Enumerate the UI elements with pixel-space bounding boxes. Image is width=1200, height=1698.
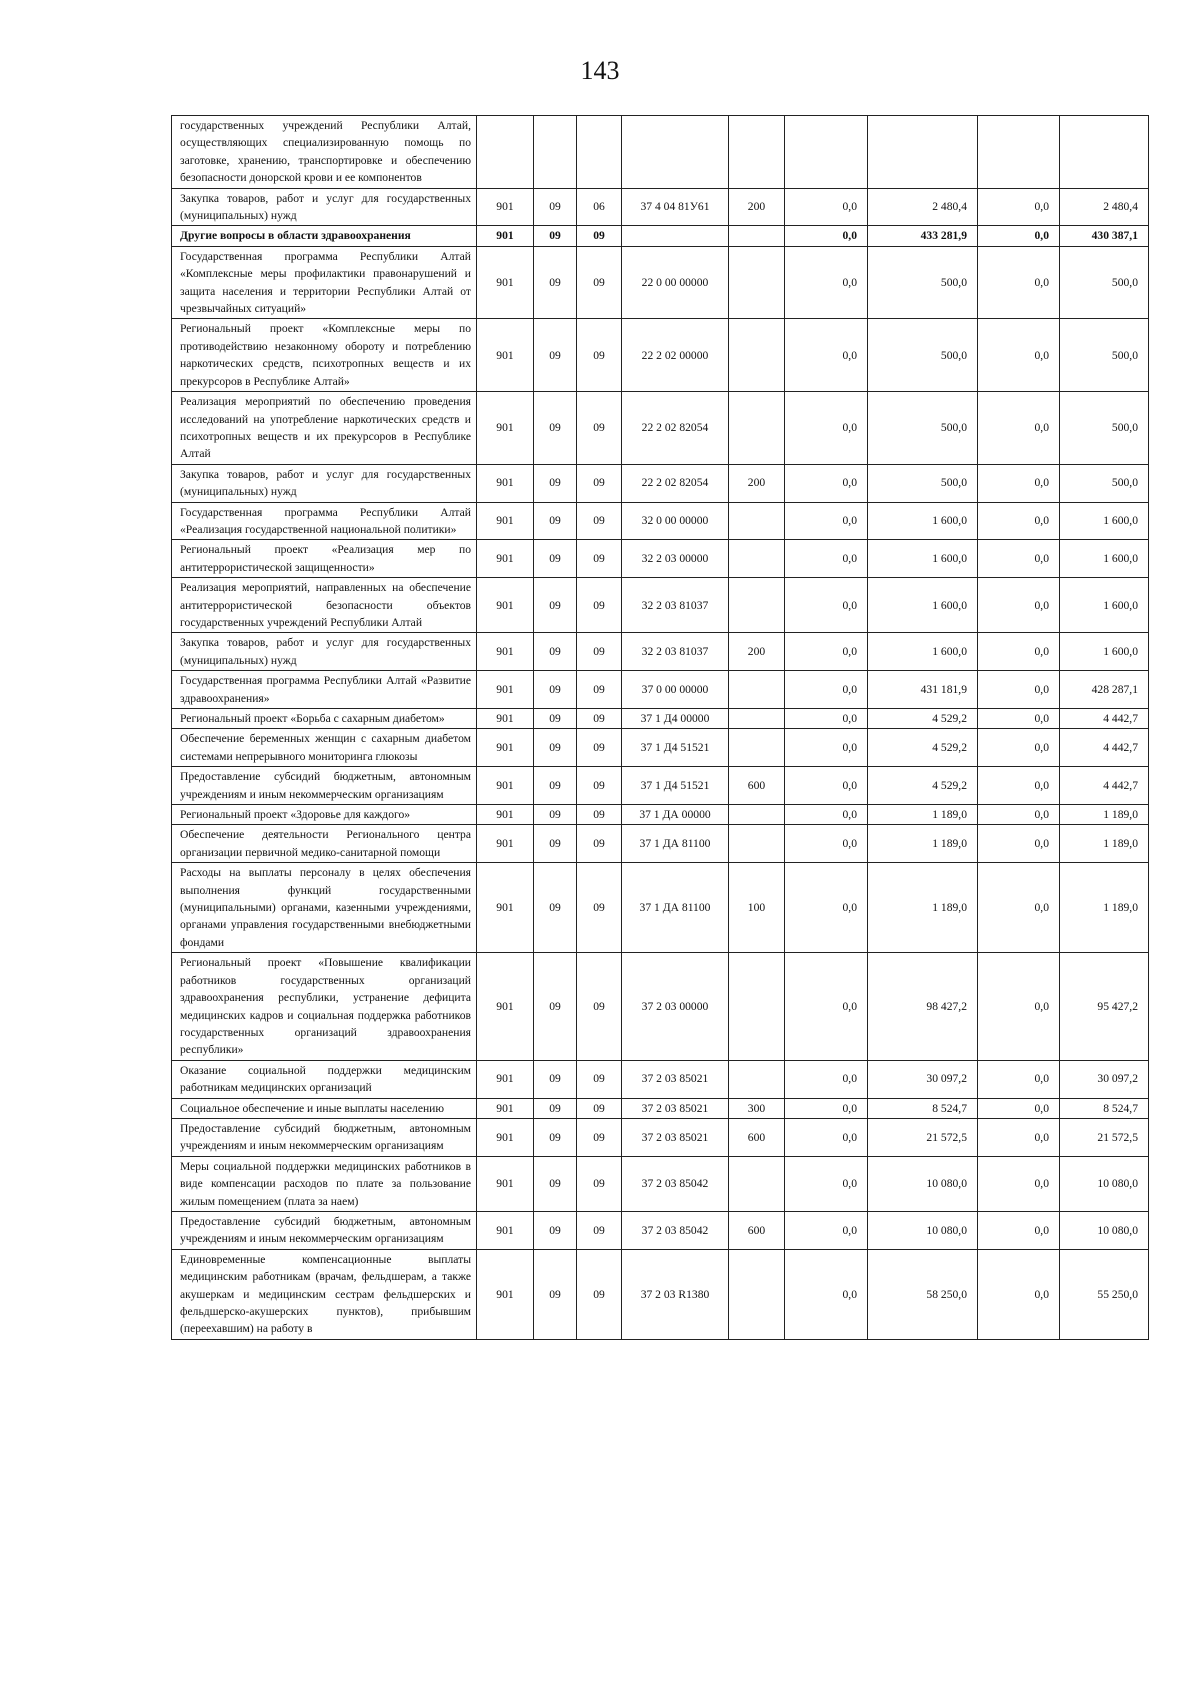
table-body	[172, 116, 1149, 1340]
section-code: 09	[534, 392, 577, 465]
amount-col-1: 0,0	[785, 319, 868, 392]
amount-col-1: 0,0	[785, 1098, 868, 1118]
amount-col-3: 0,0	[978, 953, 1060, 1060]
target-article-code: 37 2 03 85021	[622, 1118, 729, 1156]
amount-col-4: 4 442,7	[1060, 767, 1149, 805]
ministry-code: 901	[477, 767, 534, 805]
row-description: Предоставление субсидий бюджетным, автономным учреждениям и иным некоммерческим организациям	[172, 1118, 477, 1156]
amount-col-4: 428 287,1	[1060, 671, 1149, 709]
amount-col-2: 1 600,0	[868, 633, 978, 671]
section-code: 09	[534, 1098, 577, 1118]
subsection-code: 09	[577, 1060, 622, 1098]
section-code: 09	[534, 540, 577, 578]
row-description: Региональный проект «Повышение квалификации работников государственных организаций здравоохранения республики, устранение дефицита медицинских кадров и социальная поддержка работников государственных организаций здравоохранения республики»	[172, 953, 477, 1060]
amount-col-1	[785, 116, 868, 189]
amount-col-3: 0,0	[978, 246, 1060, 319]
amount-col-2: 4 529,2	[868, 729, 978, 767]
section-code: 09	[534, 633, 577, 671]
expense-type-code	[729, 246, 785, 319]
expense-type-code	[729, 671, 785, 709]
target-article-code: 32 2 03 81037	[622, 633, 729, 671]
target-article-code: 37 1 Д4 00000	[622, 709, 729, 729]
ministry-code: 901	[477, 392, 534, 465]
amount-col-1: 0,0	[785, 226, 868, 246]
expense-type-code	[729, 116, 785, 189]
ministry-code	[477, 116, 534, 189]
amount-col-4: 500,0	[1060, 319, 1149, 392]
section-code: 09	[534, 863, 577, 953]
expense-type-code	[729, 1060, 785, 1098]
table-row	[172, 1156, 1149, 1211]
amount-col-2: 4 529,2	[868, 709, 978, 729]
subsection-code: 09	[577, 825, 622, 863]
amount-col-4: 430 387,1	[1060, 226, 1149, 246]
target-article-code: 22 0 00 00000	[622, 246, 729, 319]
row-description: Государственная программа Республики Алтай «Комплексные меры профилактики правонарушений и защита населения и территории Республики Алтай от чрезвычайных ситуаций»	[172, 246, 477, 319]
amount-col-3: 0,0	[978, 825, 1060, 863]
row-description: Обеспечение беременных женщин с сахарным диабетом системами непрерывного мониторинга глюкозы	[172, 729, 477, 767]
expense-type-code	[729, 729, 785, 767]
amount-col-4: 1 600,0	[1060, 578, 1149, 633]
amount-col-2: 500,0	[868, 392, 978, 465]
amount-col-2: 2 480,4	[868, 188, 978, 226]
expense-type-code: 200	[729, 633, 785, 671]
amount-col-1: 0,0	[785, 633, 868, 671]
amount-col-3: 0,0	[978, 1249, 1060, 1339]
subsection-code: 09	[577, 464, 622, 502]
expense-type-code	[729, 226, 785, 246]
table-row	[172, 1249, 1149, 1339]
subsection-code: 09	[577, 246, 622, 319]
amount-col-3: 0,0	[978, 1060, 1060, 1098]
amount-col-3: 0,0	[978, 392, 1060, 465]
ministry-code: 901	[477, 464, 534, 502]
amount-col-4: 4 442,7	[1060, 729, 1149, 767]
expense-type-code	[729, 540, 785, 578]
table-row	[172, 246, 1149, 319]
subsection-code: 09	[577, 1211, 622, 1249]
amount-col-2: 1 600,0	[868, 578, 978, 633]
amount-col-2	[868, 116, 978, 189]
row-description: Оказание социальной поддержки медицинским работникам медицинских организаций	[172, 1060, 477, 1098]
row-description: Реализация мероприятий по обеспечению проведения исследований на употребление наркотических средств и психотропных веществ и их прекурсоров в Республике Алтай	[172, 392, 477, 465]
target-article-code: 37 2 03 85042	[622, 1211, 729, 1249]
subsection-code: 09	[577, 1098, 622, 1118]
section-code: 09	[534, 709, 577, 729]
amount-col-1: 0,0	[785, 540, 868, 578]
amount-col-4: 1 189,0	[1060, 825, 1149, 863]
amount-col-1: 0,0	[785, 1249, 868, 1339]
subsection-code: 09	[577, 578, 622, 633]
budget-table	[171, 115, 1149, 1340]
amount-col-3	[978, 116, 1060, 189]
amount-col-1: 0,0	[785, 188, 868, 226]
target-article-code: 37 0 00 00000	[622, 671, 729, 709]
row-description: Региональный проект «Борьба с сахарным диабетом»	[172, 709, 477, 729]
target-article-code	[622, 116, 729, 189]
expense-type-code	[729, 953, 785, 1060]
amount-col-3: 0,0	[978, 1118, 1060, 1156]
row-description: Региональный проект «Комплексные меры по противодействию незаконному обороту и потреблению наркотических средств, психотропных веществ и их прекурсоров в Республике Алтай»	[172, 319, 477, 392]
amount-col-1: 0,0	[785, 1211, 868, 1249]
table-row	[172, 116, 1149, 189]
amount-col-3: 0,0	[978, 863, 1060, 953]
target-article-code: 32 2 03 81037	[622, 578, 729, 633]
row-description: Государственная программа Республики Алтай «Развитие здравоохранения»	[172, 671, 477, 709]
target-article-code: 32 2 03 00000	[622, 540, 729, 578]
subsection-code: 09	[577, 1118, 622, 1156]
row-description: Закупка товаров, работ и услуг для государственных (муниципальных) нужд	[172, 188, 477, 226]
table-row	[172, 578, 1149, 633]
row-description: Другие вопросы в области здравоохранения	[172, 226, 477, 246]
target-article-code: 37 1 ДА 81100	[622, 863, 729, 953]
ministry-code: 901	[477, 1156, 534, 1211]
table-row	[172, 709, 1149, 729]
subsection-code: 09	[577, 633, 622, 671]
row-description: Закупка товаров, работ и услуг для государственных (муниципальных) нужд	[172, 464, 477, 502]
ministry-code: 901	[477, 502, 534, 540]
amount-col-4: 500,0	[1060, 392, 1149, 465]
amount-col-4: 1 600,0	[1060, 502, 1149, 540]
expense-type-code: 600	[729, 1211, 785, 1249]
amount-col-1: 0,0	[785, 709, 868, 729]
expense-type-code	[729, 319, 785, 392]
amount-col-3: 0,0	[978, 709, 1060, 729]
section-code: 09	[534, 464, 577, 502]
amount-col-3: 0,0	[978, 319, 1060, 392]
amount-col-4: 1 600,0	[1060, 633, 1149, 671]
section-code: 09	[534, 767, 577, 805]
amount-col-3: 0,0	[978, 729, 1060, 767]
expense-type-code: 100	[729, 863, 785, 953]
amount-col-1: 0,0	[785, 1156, 868, 1211]
row-description: Реализация мероприятий, направленных на обеспечение антитеррористической безопасности объектов государственных учреждений Республики Алтай	[172, 578, 477, 633]
table-row	[172, 464, 1149, 502]
section-code: 09	[534, 729, 577, 767]
ministry-code: 901	[477, 1211, 534, 1249]
amount-col-2: 1 189,0	[868, 825, 978, 863]
expense-type-code: 300	[729, 1098, 785, 1118]
amount-col-2: 58 250,0	[868, 1249, 978, 1339]
expense-type-code	[729, 578, 785, 633]
ministry-code: 901	[477, 709, 534, 729]
amount-col-2: 10 080,0	[868, 1156, 978, 1211]
target-article-code: 37 2 03 R1380	[622, 1249, 729, 1339]
amount-col-1: 0,0	[785, 825, 868, 863]
amount-col-2: 21 572,5	[868, 1118, 978, 1156]
amount-col-4: 500,0	[1060, 464, 1149, 502]
table-row	[172, 633, 1149, 671]
section-code: 09	[534, 1249, 577, 1339]
page-number: 143	[580, 56, 620, 85]
section-code: 09	[534, 188, 577, 226]
expense-type-code	[729, 502, 785, 540]
ministry-code: 901	[477, 863, 534, 953]
amount-col-2: 1 189,0	[868, 863, 978, 953]
amount-col-4: 2 480,4	[1060, 188, 1149, 226]
expense-type-code: 200	[729, 464, 785, 502]
amount-col-2: 500,0	[868, 246, 978, 319]
table-row	[172, 825, 1149, 863]
table-row	[172, 767, 1149, 805]
amount-col-2: 10 080,0	[868, 1211, 978, 1249]
subsection-code: 09	[577, 863, 622, 953]
subsection-code: 09	[577, 392, 622, 465]
expense-type-code	[729, 805, 785, 825]
amount-col-1: 0,0	[785, 578, 868, 633]
amount-col-1: 0,0	[785, 805, 868, 825]
ministry-code: 901	[477, 805, 534, 825]
ministry-code: 901	[477, 1118, 534, 1156]
subsection-code: 09	[577, 729, 622, 767]
amount-col-2: 500,0	[868, 464, 978, 502]
subsection-code: 09	[577, 502, 622, 540]
subsection-code: 09	[577, 953, 622, 1060]
row-description: Региональный проект «Реализация мер по антитеррористической защищенности»	[172, 540, 477, 578]
row-description: Обеспечение деятельности Регионального центра организации первичной медико-санитарной помощи	[172, 825, 477, 863]
amount-col-4: 4 442,7	[1060, 709, 1149, 729]
ministry-code: 901	[477, 633, 534, 671]
ministry-code: 901	[477, 246, 534, 319]
amount-col-2: 431 181,9	[868, 671, 978, 709]
section-code: 09	[534, 671, 577, 709]
target-article-code: 37 2 03 00000	[622, 953, 729, 1060]
expense-type-code	[729, 1156, 785, 1211]
subsection-code	[577, 116, 622, 189]
amount-col-2: 1 600,0	[868, 540, 978, 578]
row-description: Предоставление субсидий бюджетным, автономным учреждениям и иным некоммерческим организациям	[172, 767, 477, 805]
amount-col-1: 0,0	[785, 729, 868, 767]
target-article-code: 22 2 02 82054	[622, 392, 729, 465]
row-description: Расходы на выплаты персоналу в целях обеспечения выполнения функций государственными (муниципальными) органами, казенными учреждениями, органами управления государственными внебюджетными фондами	[172, 863, 477, 953]
expense-type-code: 600	[729, 1118, 785, 1156]
ministry-code: 901	[477, 825, 534, 863]
section-code: 09	[534, 502, 577, 540]
amount-col-4: 10 080,0	[1060, 1211, 1149, 1249]
amount-col-3: 0,0	[978, 805, 1060, 825]
table-row	[172, 502, 1149, 540]
amount-col-3: 0,0	[978, 1098, 1060, 1118]
section-code: 09	[534, 246, 577, 319]
amount-col-4	[1060, 116, 1149, 189]
target-article-code: 37 4 04 81У61	[622, 188, 729, 226]
subsection-code: 09	[577, 540, 622, 578]
amount-col-1: 0,0	[785, 953, 868, 1060]
section-code: 09	[534, 805, 577, 825]
amount-col-3: 0,0	[978, 671, 1060, 709]
row-description: Единовременные компенсационные выплаты медицинским работникам (врачам, фельдшерам, а также акушеркам и медицинским сестрам фельдшерских и фельдшерско-акушерских пунктов), прибывшим (переехавшим) на работу в	[172, 1249, 477, 1339]
amount-col-4: 30 097,2	[1060, 1060, 1149, 1098]
table-row	[172, 671, 1149, 709]
amount-col-2: 98 427,2	[868, 953, 978, 1060]
subsection-code: 06	[577, 188, 622, 226]
ministry-code: 901	[477, 578, 534, 633]
target-article-code: 37 1 ДА 00000	[622, 805, 729, 825]
target-article-code: 37 2 03 85021	[622, 1060, 729, 1098]
amount-col-3: 0,0	[978, 1211, 1060, 1249]
ministry-code: 901	[477, 319, 534, 392]
subsection-code: 09	[577, 226, 622, 246]
section-code: 09	[534, 578, 577, 633]
ministry-code: 901	[477, 729, 534, 767]
amount-col-4: 1 600,0	[1060, 540, 1149, 578]
row-description: Закупка товаров, работ и услуг для государственных (муниципальных) нужд	[172, 633, 477, 671]
amount-col-4: 8 524,7	[1060, 1098, 1149, 1118]
amount-col-1: 0,0	[785, 502, 868, 540]
amount-col-4: 500,0	[1060, 246, 1149, 319]
target-article-code: 37 1 ДА 81100	[622, 825, 729, 863]
amount-col-3: 0,0	[978, 226, 1060, 246]
amount-col-4: 21 572,5	[1060, 1118, 1149, 1156]
amount-col-2: 30 097,2	[868, 1060, 978, 1098]
section-code	[534, 116, 577, 189]
table-row	[172, 540, 1149, 578]
amount-col-1: 0,0	[785, 863, 868, 953]
target-article-code: 37 1 Д4 51521	[622, 729, 729, 767]
row-description: Предоставление субсидий бюджетным, автономным учреждениям и иным некоммерческим организациям	[172, 1211, 477, 1249]
amount-col-2: 433 281,9	[868, 226, 978, 246]
amount-col-3: 0,0	[978, 1156, 1060, 1211]
row-description: Социальное обеспечение и иные выплаты населению	[172, 1098, 477, 1118]
amount-col-3: 0,0	[978, 502, 1060, 540]
table-row	[172, 729, 1149, 767]
target-article-code: 37 1 Д4 51521	[622, 767, 729, 805]
table-row	[172, 1211, 1149, 1249]
target-article-code: 22 2 02 82054	[622, 464, 729, 502]
expense-type-code: 600	[729, 767, 785, 805]
subsection-code: 09	[577, 805, 622, 825]
ministry-code: 901	[477, 1249, 534, 1339]
table-row	[172, 188, 1149, 226]
subsection-code: 09	[577, 767, 622, 805]
amount-col-3: 0,0	[978, 633, 1060, 671]
ministry-code: 901	[477, 188, 534, 226]
table-row	[172, 1060, 1149, 1098]
table-row	[172, 1098, 1149, 1118]
amount-col-1: 0,0	[785, 1060, 868, 1098]
section-code: 09	[534, 1211, 577, 1249]
expense-type-code	[729, 1249, 785, 1339]
section-code: 09	[534, 1156, 577, 1211]
section-code: 09	[534, 1118, 577, 1156]
amount-col-4: 95 427,2	[1060, 953, 1149, 1060]
subsection-code: 09	[577, 1249, 622, 1339]
row-description: Государственная программа Республики Алтай «Реализация государственной национальной политики»	[172, 502, 477, 540]
subsection-code: 09	[577, 671, 622, 709]
amount-col-4: 55 250,0	[1060, 1249, 1149, 1339]
amount-col-1: 0,0	[785, 767, 868, 805]
table-row	[172, 1118, 1149, 1156]
amount-col-4: 1 189,0	[1060, 863, 1149, 953]
target-article-code: 37 2 03 85021	[622, 1098, 729, 1118]
target-article-code	[622, 226, 729, 246]
amount-col-2: 1 600,0	[868, 502, 978, 540]
section-code: 09	[534, 319, 577, 392]
ministry-code: 901	[477, 1098, 534, 1118]
amount-col-1: 0,0	[785, 464, 868, 502]
section-code: 09	[534, 953, 577, 1060]
table-row	[172, 226, 1149, 246]
amount-col-4: 10 080,0	[1060, 1156, 1149, 1211]
ministry-code: 901	[477, 671, 534, 709]
amount-col-3: 0,0	[978, 464, 1060, 502]
amount-col-1: 0,0	[785, 246, 868, 319]
amount-col-3: 0,0	[978, 188, 1060, 226]
target-article-code: 37 2 03 85042	[622, 1156, 729, 1211]
ministry-code: 901	[477, 953, 534, 1060]
subsection-code: 09	[577, 709, 622, 729]
section-code: 09	[534, 825, 577, 863]
section-code: 09	[534, 1060, 577, 1098]
amount-col-2: 8 524,7	[868, 1098, 978, 1118]
expense-type-code	[729, 392, 785, 465]
row-description: Меры социальной поддержки медицинских работников в виде компенсации расходов по плате за пользование жилым помещением (плата за наем)	[172, 1156, 477, 1211]
ministry-code: 901	[477, 226, 534, 246]
expense-type-code: 200	[729, 188, 785, 226]
amount-col-1: 0,0	[785, 1118, 868, 1156]
ministry-code: 901	[477, 540, 534, 578]
amount-col-3: 0,0	[978, 540, 1060, 578]
expense-type-code	[729, 825, 785, 863]
table-row	[172, 805, 1149, 825]
target-article-code: 22 2 02 00000	[622, 319, 729, 392]
amount-col-3: 0,0	[978, 578, 1060, 633]
expense-type-code	[729, 709, 785, 729]
amount-col-1: 0,0	[785, 392, 868, 465]
amount-col-1: 0,0	[785, 671, 868, 709]
amount-col-2: 1 189,0	[868, 805, 978, 825]
table-row	[172, 392, 1149, 465]
target-article-code: 32 0 00 00000	[622, 502, 729, 540]
section-code: 09	[534, 226, 577, 246]
amount-col-4: 1 189,0	[1060, 805, 1149, 825]
table-row	[172, 863, 1149, 953]
ministry-code: 901	[477, 1060, 534, 1098]
amount-col-2: 4 529,2	[868, 767, 978, 805]
table-row	[172, 953, 1149, 1060]
subsection-code: 09	[577, 1156, 622, 1211]
amount-col-2: 500,0	[868, 319, 978, 392]
row-description: Региональный проект «Здоровье для каждого»	[172, 805, 477, 825]
row-description: государственных учреждений Республики Алтай, осуществляющих специализированную помощь по заготовке, хранению, транспортировке и обеспечению безопасности донорской крови и ее компонентов	[172, 116, 477, 189]
subsection-code: 09	[577, 319, 622, 392]
table-row	[172, 319, 1149, 392]
amount-col-3: 0,0	[978, 767, 1060, 805]
